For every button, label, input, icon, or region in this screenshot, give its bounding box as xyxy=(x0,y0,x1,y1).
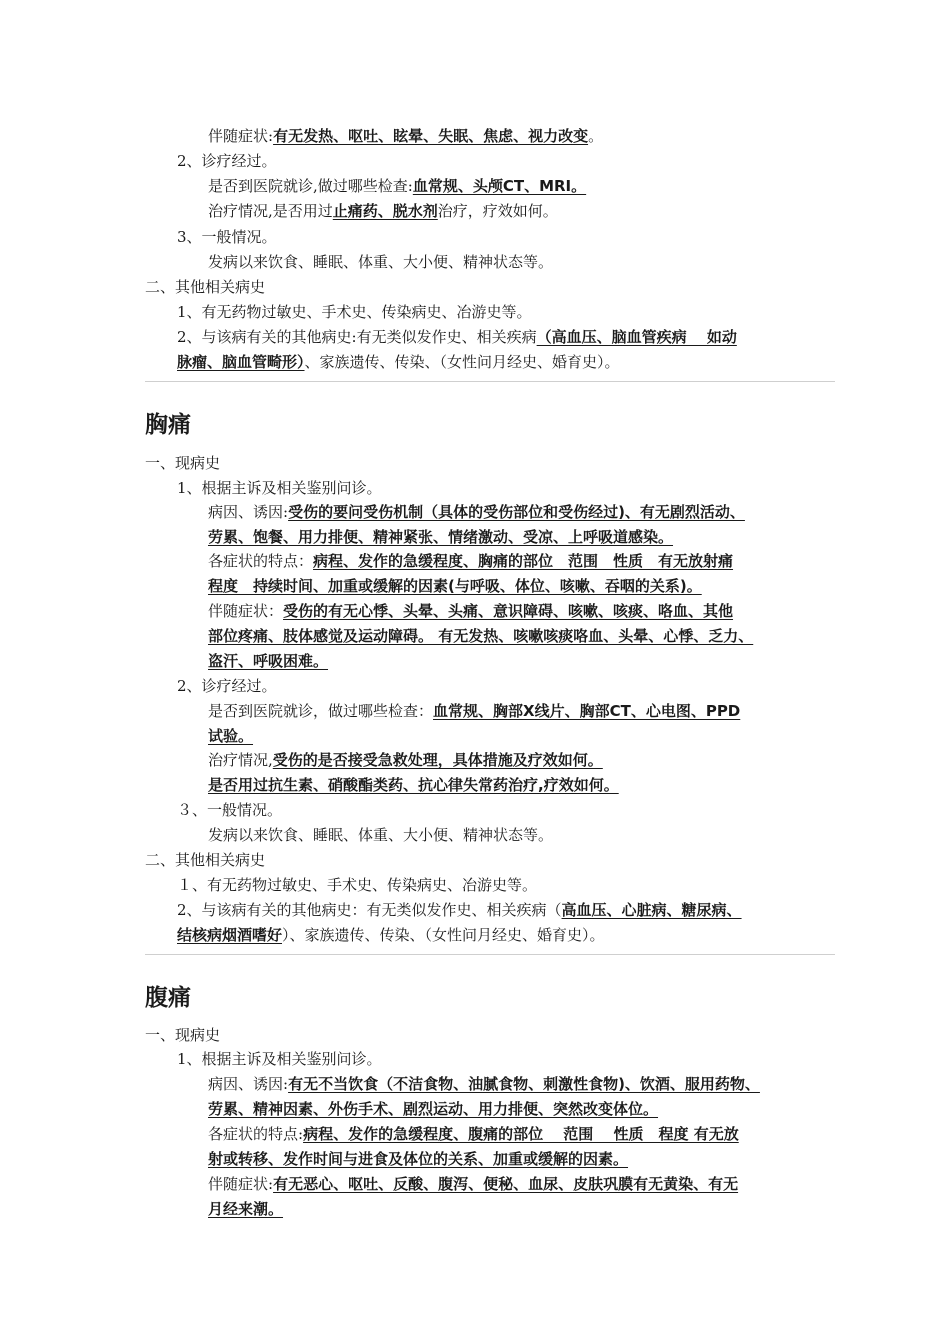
subsection-heading: 1、根据主诉及相关鉴别问诊。 xyxy=(177,1050,382,1068)
text-line: 发病以来饮食、睡眠、体重、大小便、精神状态等。 xyxy=(208,253,554,271)
text-line: 伴随症状：受伤的有无心悸、头晕、头痛、意识障碍、咳嗽、咳痰、咯血、其他 xyxy=(208,602,734,620)
text-line: 病因、诱因:受伤的要问受伤机制（具体的受伤部位和受伤经过)、有无剧烈活动、 xyxy=(208,503,745,521)
text-line: 部位疼痛、肢体感觉及运动障碍。 有无发热、咳嗽咳痰咯血、头晕、心悸、乏力、 xyxy=(208,627,754,645)
text-line: 程度 持续时间、加重或缓解的因素(与呼吸、体位、咳嗽、吞咽的关系)。 xyxy=(208,577,702,595)
text-line: 月经来潮。 xyxy=(208,1200,284,1218)
section-heading: 二、其他相关病史 xyxy=(145,851,266,869)
text-line: 是否用过抗生素、硝酸酯类药、抗心律失常药治疗,疗效如何。 xyxy=(208,776,619,794)
text-line: 是否到医院就诊，做过哪些检查：血常规、胸部X线片、胸部CT、心电图、PPD xyxy=(208,702,741,720)
section-heading: 一、现病史 xyxy=(145,1026,221,1044)
text-line: 治疗情况,是否用过止痛药、脱水剂治疗，疗效如何。 xyxy=(208,202,558,220)
text-line: 劳累、饱餐、用力排便、精神紧张、情绪激动、受凉、上呼吸道感染。 xyxy=(208,528,674,546)
text-line: 2、与该病有关的其他病史：有无类似发作史、相关疾病（高血压、心脏病、糖尿病、 xyxy=(177,901,742,919)
text-line: 伴随症状:有无发热、呕吐、眩晕、失眠、焦虑、视力改变。 xyxy=(208,127,604,145)
text-line: 1、有无药物过敏史、手术史、传染病史、冶游史等。 xyxy=(177,303,532,321)
text-line: 劳累、精神因素、外伤手术、剧烈运动、用力排便、突然改变体位。 xyxy=(208,1100,659,1118)
text-line: 结核病烟酒嗜好）、家族遗传、传染、（女性问月经史、婚育史）。 xyxy=(177,926,605,944)
page-title-abdominal-pain: 腹痛 xyxy=(145,985,191,1011)
subsection-heading: 2、诊疗经过。 xyxy=(177,677,277,695)
text-line: 治疗情况,受伤的是否接受急救处理，具体措施及疗效如何。 xyxy=(208,751,603,769)
text-line: 病因、诱因:有无不当饮食（不洁食物、油腻食物、刺激性食物)、饮酒、服用药物、 xyxy=(208,1075,760,1093)
page-title-chest-pain: 胸痛 xyxy=(145,412,191,438)
text-line: 脉瘤、脑血管畸形）、家族遗传、传染、（女性问月经史、婚育史）。 xyxy=(177,353,620,371)
text-line: 各症状的特点：病程、发作的急缓程度、胸痛的部位 范围 性质 有无放射痛 xyxy=(208,552,734,570)
section-heading: 一、现病史 xyxy=(145,454,221,472)
text-line: 盗汗、呼吸困难。 xyxy=(208,652,329,670)
subsection-heading: 2、诊疗经过。 xyxy=(177,152,277,170)
text-line: 各症状的特点:病程、发作的急缓程度、腹痛的部位 范围 性质 程度 有无放 xyxy=(208,1125,739,1143)
text-line: 发病以来饮食、睡眠、体重、大小便、精神状态等。 xyxy=(208,826,554,844)
section-divider xyxy=(145,954,835,955)
section-heading: 二、其他相关病史 xyxy=(145,278,266,296)
text-line: 射或转移、发作时间与进食及体位的关系、加重或缓解的因素。 xyxy=(208,1150,629,1168)
subsection-heading: 1、根据主诉及相关鉴别问诊。 xyxy=(177,479,382,497)
subsection-heading: 3、一般情况。 xyxy=(177,228,277,246)
text-line: 是否到医院就诊,做过哪些检查:血常规、头颅CT、MRI。 xyxy=(208,177,587,195)
subsection-heading: ３、一般情况。 xyxy=(177,801,283,819)
text-line: 2、与该病有关的其他病史:有无类似发作史、相关疾病（高血压、脑血管疾病 如动 xyxy=(177,328,737,346)
text-line: 伴随症状:有无恶心、呕吐、反酸、腹泻、便秘、血尿、皮肤巩膜有无黄染、有无 xyxy=(208,1175,739,1193)
text-line: 试验。 xyxy=(208,727,254,745)
section-divider xyxy=(145,381,835,382)
text-line: １、有无药物过敏史、手术史、传染病史、冶游史等。 xyxy=(177,876,538,894)
